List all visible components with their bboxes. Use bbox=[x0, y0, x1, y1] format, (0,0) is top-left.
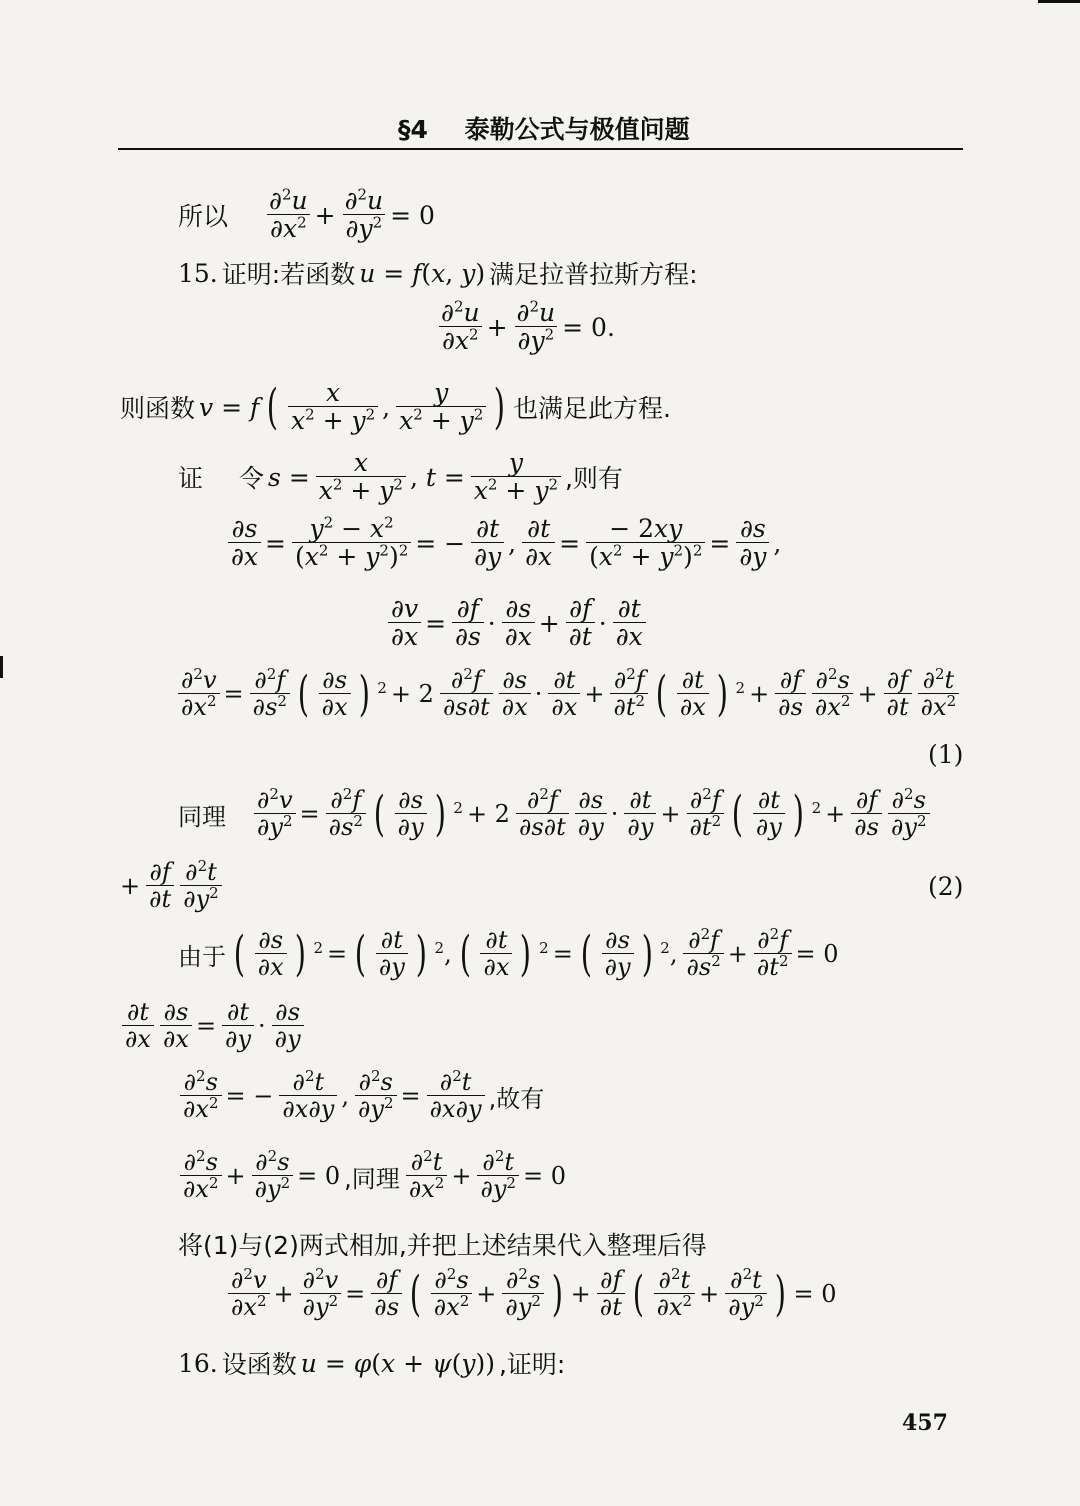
scan-margin-mark bbox=[0, 656, 3, 678]
claim-text-b: 也满足此方程. bbox=[513, 394, 671, 424]
label-suoyi: 所以 bbox=[178, 202, 229, 232]
final-result: $\frac{\partial^2v}{\partial x^2}$ + $\frac{\partial^2v}{\partial y^2}$ = $\frac{\partial f}{\partial s}$ ( $\frac{\partial^2s}{\partial x^2}$ + $\frac{\partial^2s}{\partial y^2}$ ) + $\frac{\partial f}{\partial t}$ ( $\frac{\partial^2t}{\partial x^2}$ + $\frac{\partial^2t}{\partial y^2}$ ) = 0 bbox=[226, 1268, 840, 1321]
second-derivative-y-cont: + $\frac{\partial f}{\partial t}$ $\frac{\partial^2t}{\partial y^2}$ bbox=[120, 860, 226, 913]
label-zeyou: ,则有 bbox=[564, 464, 623, 494]
since-line: 由于 ( $\frac{\partial s}{\partial x}$ ) $^2$ = ( $\frac{\partial t}{\partial y}$ ) $^2$, ( $\frac{\partial t}{\partial x}$ ) $^2$ = ( $\frac{\partial s}{\partial y}$ ) $^2$, $\frac{\partial^2f}{\partial s^2}$ + $\frac{\partial^2f}{\partial t^2}$ = 0 bbox=[178, 925, 839, 983]
proof-start: 证 令 s = $\frac{x}{x^2 + y^2}$ , t = $\frac{y}{x^2 + y^2}$ ,则有 bbox=[178, 448, 623, 506]
claim-line: 则函数 v = f ( $\frac{x}{x^2 + y^2}$ , $\frac{y}{x^2 + y^2}$ ) 也满足此方程. bbox=[120, 378, 671, 436]
second-derivative-x: $\frac{\partial^2v}{\partial x^2}$ = $\frac{\partial^2f}{\partial s^2}$ ( $\frac{\partial s}{\partial x}$ ) $^2$ + 2 $\frac{\partial^2f}{\partial s\partial t}$ $\frac{\partial s}{\partial x}$ · $\frac{\partial t}{\partial x}$ + $\frac{\partial^2f}{\partial t^2}$ ( $\frac{\partial t}{\partial x}$ ) $^2$ + $\frac{\partial f}{\partial s}$ $\frac{\partial^2s}{\partial x^2}$ + $\frac{\partial f}{\partial t}$ $\frac{\partial^2t}{\partial x^2}$ bbox=[176, 668, 963, 721]
mixed-identity: $\frac{\partial^2s}{\partial x^2}$ = − $\frac{\partial^2t}{\partial x\partial y}$ , $\frac{\partial^2s}{\partial y^2}$ = $\frac{\partial^2t}{\partial x\partial y}$ ,故有 bbox=[178, 1070, 548, 1123]
page-number: 457 bbox=[902, 1410, 948, 1436]
partial-derivatives: $\frac{\partial s}{\partial x}$ = $\frac{y^2 - x^2}{(x^2 + y^2)^2}$ = − $\frac{\partial t}{\partial y}$ , $\frac{\partial t}{\partial x}$ = $\frac{- 2xy}{(x^2 + y^2)^2}$ = $\frac{\partial s}{\partial y}$ , bbox=[226, 516, 785, 571]
laplace-equation: $\frac{\partial^2u}{\partial x^2}$ + $\frac{\partial^2u}{\partial y^2}$ = 0. bbox=[441, 297, 615, 356]
header-rule bbox=[118, 148, 963, 150]
label-youyu: 由于 bbox=[178, 942, 226, 971]
product-identity: $\frac{\partial t}{\partial x}$ $\frac{\partial s}{\partial x}$ = $\frac{\partial t}{\partial y}$ · $\frac{\partial s}{\partial y}$ bbox=[120, 1000, 308, 1053]
label-guyou: ,故有 bbox=[488, 1084, 545, 1113]
section-title: 泰勒公式与极值问题 bbox=[464, 115, 690, 144]
problem-16-number: 16. bbox=[178, 1348, 218, 1378]
problem-16-text-b: ,证明: bbox=[498, 1350, 566, 1379]
label-tongli: 同理 bbox=[178, 802, 226, 831]
proof-label: 证 bbox=[178, 464, 204, 494]
claim-text-a: 则函数 bbox=[120, 394, 196, 424]
equation-tag-1: (1) bbox=[928, 740, 964, 769]
label-tongli2: ,同理 bbox=[344, 1164, 400, 1193]
chain-rule: $\frac{\partial v}{\partial x}$ = $\frac{\partial f}{\partial s}$ · $\frac{\partial s}{\partial x}$ + $\frac{\partial f}{\partial t}$ · $\frac{\partial t}{\partial x}$ bbox=[386, 596, 650, 651]
section-number: §4 bbox=[398, 115, 428, 144]
problem-15-text-b: 满足拉普拉斯方程: bbox=[489, 260, 698, 289]
formula-line-1: 所以 $\frac{\partial^2u}{\partial x^2}$ + $\frac{\partial^2u}{\partial y^2}$ = 0 bbox=[178, 185, 435, 244]
scan-edge-mark bbox=[1038, 0, 1080, 3]
problem-15: 15. 证明:若函数 u = f(x, y) 满足拉普拉斯方程: bbox=[178, 255, 702, 291]
harmonic-identity: $\frac{\partial^2s}{\partial x^2}$ + $\frac{\partial^2s}{\partial y^2}$ = 0 ,同理 $\frac{\partial^2t}{\partial x^2}$ + $\frac{\partial^2t}{\partial y^2}$ = 0 bbox=[178, 1150, 570, 1203]
second-derivative-y: 同理 $\frac{\partial^2v}{\partial y^2}$ = $\frac{\partial^2f}{\partial s^2}$ ( $\frac{\partial s}{\partial y}$ ) $^2$ + 2 $\frac{\partial^2f}{\partial s\partial t}$ $\frac{\partial s}{\partial y}$ · $\frac{\partial t}{\partial y}$ + $\frac{\partial^2f}{\partial t^2}$ ( $\frac{\partial t}{\partial y}$ ) $^2$ + $\frac{\partial f}{\partial s}$ $\frac{\partial^2s}{\partial y^2}$ bbox=[178, 788, 934, 841]
problem-15-text-a: 证明:若函数 bbox=[221, 260, 356, 289]
combine-text: 将(1)与(2)两式相加,并把上述结果代入整理后得 bbox=[178, 1231, 707, 1260]
problem-15-number: 15. bbox=[178, 258, 218, 288]
problem-16: 16. 设函数 u = φ(x + ψ(y)) ,证明: bbox=[178, 1345, 569, 1381]
problem-16-text-a: 设函数 bbox=[221, 1350, 297, 1379]
running-header bbox=[398, 110, 690, 146]
label-ling: 令 bbox=[239, 464, 265, 494]
equation-tag-2: (2) bbox=[928, 872, 964, 901]
